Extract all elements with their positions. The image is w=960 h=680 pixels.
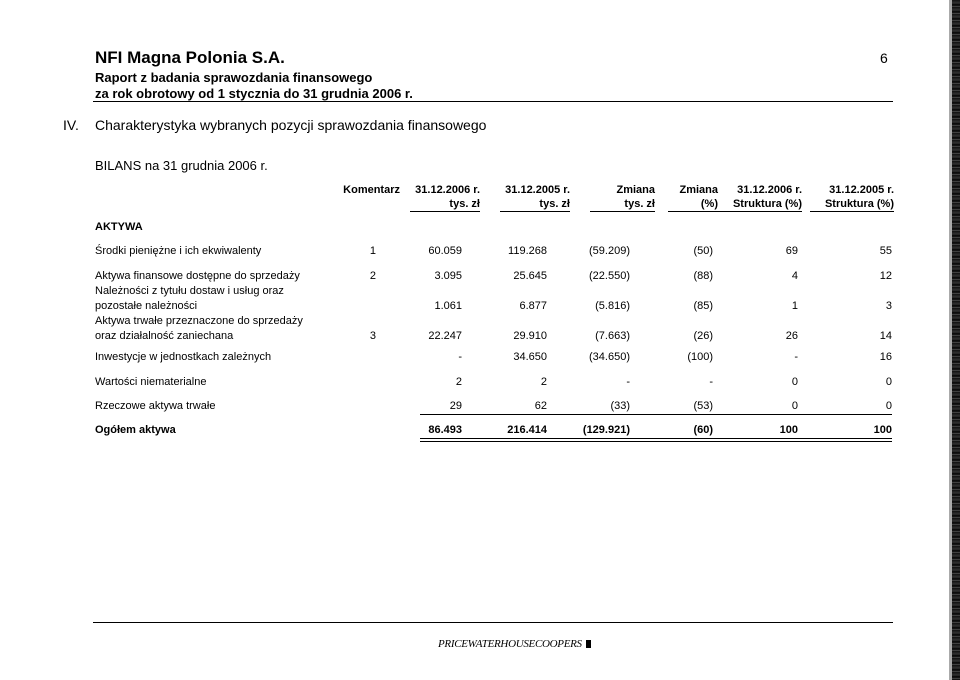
row-structure-2005: 0: [885, 376, 892, 388]
row-value-2005: 29.910: [513, 330, 547, 342]
row-change-pct: (53): [693, 400, 713, 412]
row-label: Aktywa trwałe przeznaczone do sprzedaży: [95, 315, 303, 327]
col-header-2006: [410, 184, 480, 212]
row-change-pct: (88): [693, 270, 713, 282]
row-structure-2006: -: [794, 351, 798, 363]
scan-edge: [952, 0, 960, 680]
table-row: [0, 376, 960, 390]
row-value-2006: 1.061: [434, 300, 462, 312]
row-change-pct: (26): [693, 330, 713, 342]
total-value-2006: 86.493: [428, 424, 462, 436]
col-header-line1: 31.12.2005 r.: [829, 184, 894, 196]
total-value-2005: 216.414: [507, 424, 547, 436]
col-header-zmiana-tys: [590, 184, 655, 212]
balance-sheet-title: BILANS na 31 grudnia 2006 r.: [95, 158, 268, 173]
pwc-logo-text: PRICEWATERHOUSECOOPERS: [438, 638, 582, 650]
row-structure-2005: 16: [879, 351, 892, 363]
col-header-line1: Zmiana: [616, 184, 655, 196]
row-label: Należności z tytułu dostaw i usług oraz: [95, 285, 284, 297]
col-header-line2: tys. zł: [590, 198, 655, 212]
row-change-tys: (59.209): [589, 245, 630, 257]
col-header-line1: 31.12.2006 r.: [415, 184, 480, 196]
col-header-line2: Struktura (%): [810, 198, 894, 212]
total-rule-1: [420, 438, 892, 439]
row-label-line2: oraz działalność zaniechana: [95, 330, 234, 342]
col-header-struktura-2006: [718, 184, 802, 212]
row-komentarz: 1: [369, 245, 376, 257]
row-structure-2006: 0: [791, 400, 798, 412]
row-value-2005: 62: [534, 400, 547, 412]
table-row: [0, 245, 960, 259]
col-header-line1: Komentarz: [343, 184, 400, 196]
row-label-line2: pozostałe należności: [95, 300, 198, 312]
col-header-line2: (%): [668, 198, 718, 212]
table-row: [0, 285, 960, 315]
row-change-pct: -: [709, 376, 713, 388]
col-header-struktura-2005: [810, 184, 894, 212]
row-value-2006: 29: [449, 400, 462, 412]
row-change-pct: (85): [693, 300, 713, 312]
row-change-tys: (22.550): [589, 270, 630, 282]
page-number: 6: [880, 50, 888, 66]
table-row: [0, 315, 960, 345]
col-header-line1: 31.12.2006 r.: [737, 184, 802, 196]
row-structure-2006: 26: [785, 330, 798, 342]
row-change-tys: (33): [610, 400, 630, 412]
row-structure-2006: 4: [791, 270, 798, 282]
section-title: Charakterystyka wybranych pozycji sprawozdania finansowego: [95, 117, 487, 133]
row-value-2005: 2: [540, 376, 547, 388]
col-header-line2: tys. zł: [410, 198, 480, 212]
row-structure-2006: 69: [785, 245, 798, 257]
row-header-aktywa: AKTYWA: [95, 221, 143, 233]
total-rule-2: [420, 441, 892, 442]
header-rule: [93, 101, 893, 102]
row-structure-2005: 0: [885, 400, 892, 412]
row-change-tys: (34.650): [589, 351, 630, 363]
total-label: Ogółem aktywa: [95, 424, 176, 436]
row-value-2005: 119.268: [508, 245, 547, 257]
row-value-2005: 6.877: [519, 300, 547, 312]
total-structure-2006: 100: [779, 424, 798, 436]
subtotal-rule: [420, 414, 892, 415]
row-label: Rzeczowe aktywa trwałe: [95, 400, 216, 412]
table-row: [0, 400, 960, 414]
col-header-zmiana-pct: [668, 184, 718, 212]
report-title-line1: Raport z badania sprawozdania finansowego: [95, 70, 373, 85]
table-row: [0, 351, 960, 365]
col-header-line1: 31.12.2005 r.: [505, 184, 570, 196]
col-header-line1: Zmiana: [679, 184, 718, 196]
total-change-tys: (129.921): [582, 424, 630, 436]
row-structure-2005: 55: [879, 245, 892, 257]
row-value-2005: 25.645: [513, 270, 547, 282]
row-structure-2005: 3: [885, 300, 892, 312]
col-header-line2: Struktura (%): [718, 198, 802, 212]
col-header-komentarz: [338, 184, 400, 196]
row-value-2005: 34.650: [513, 351, 547, 363]
row-structure-2005: 12: [879, 270, 892, 282]
section-number: IV.: [63, 117, 79, 133]
row-structure-2005: 14: [879, 330, 892, 342]
row-label: Środki pieniężne i ich ekwiwalenty: [95, 245, 262, 257]
row-structure-2006: 1: [791, 300, 798, 312]
footer-rule: [93, 622, 893, 623]
row-value-2006: 2: [455, 376, 462, 388]
report-title-line2: za rok obrotowy od 1 stycznia do 31 grudnia 2006 r.: [95, 86, 413, 101]
total-change-pct: (60): [693, 424, 713, 436]
col-header-2005: [500, 184, 570, 212]
row-label: Wartości niematerialne: [95, 376, 207, 388]
row-change-tys: -: [626, 376, 630, 388]
row-value-2006: 60.059: [428, 245, 462, 257]
row-change-tys: (7.663): [595, 330, 630, 342]
company-name: NFI Magna Polonia S.A.: [95, 48, 285, 67]
row-label: Inwestycje w jednostkach zależnych: [95, 351, 272, 363]
row-komentarz: 2: [369, 270, 376, 282]
row-change-pct: (100): [687, 351, 713, 363]
col-header-line2: tys. zł: [500, 198, 570, 212]
row-label: Aktywa finansowe dostępne do sprzedaży: [95, 270, 300, 282]
row-change-tys: (5.816): [595, 300, 630, 312]
row-value-2006: 3.095: [434, 270, 462, 282]
table-row: [0, 270, 960, 284]
total-structure-2005: 100: [873, 424, 892, 436]
row-komentarz: 3: [369, 330, 376, 342]
table-row-total: [0, 424, 960, 438]
logo-mark-icon: [586, 640, 591, 648]
row-value-2006: 22.247: [428, 330, 462, 342]
row-change-pct: (50): [693, 245, 713, 257]
pwc-logo: [438, 638, 591, 650]
row-value-2006: -: [458, 351, 462, 363]
row-structure-2006: 0: [791, 376, 798, 388]
